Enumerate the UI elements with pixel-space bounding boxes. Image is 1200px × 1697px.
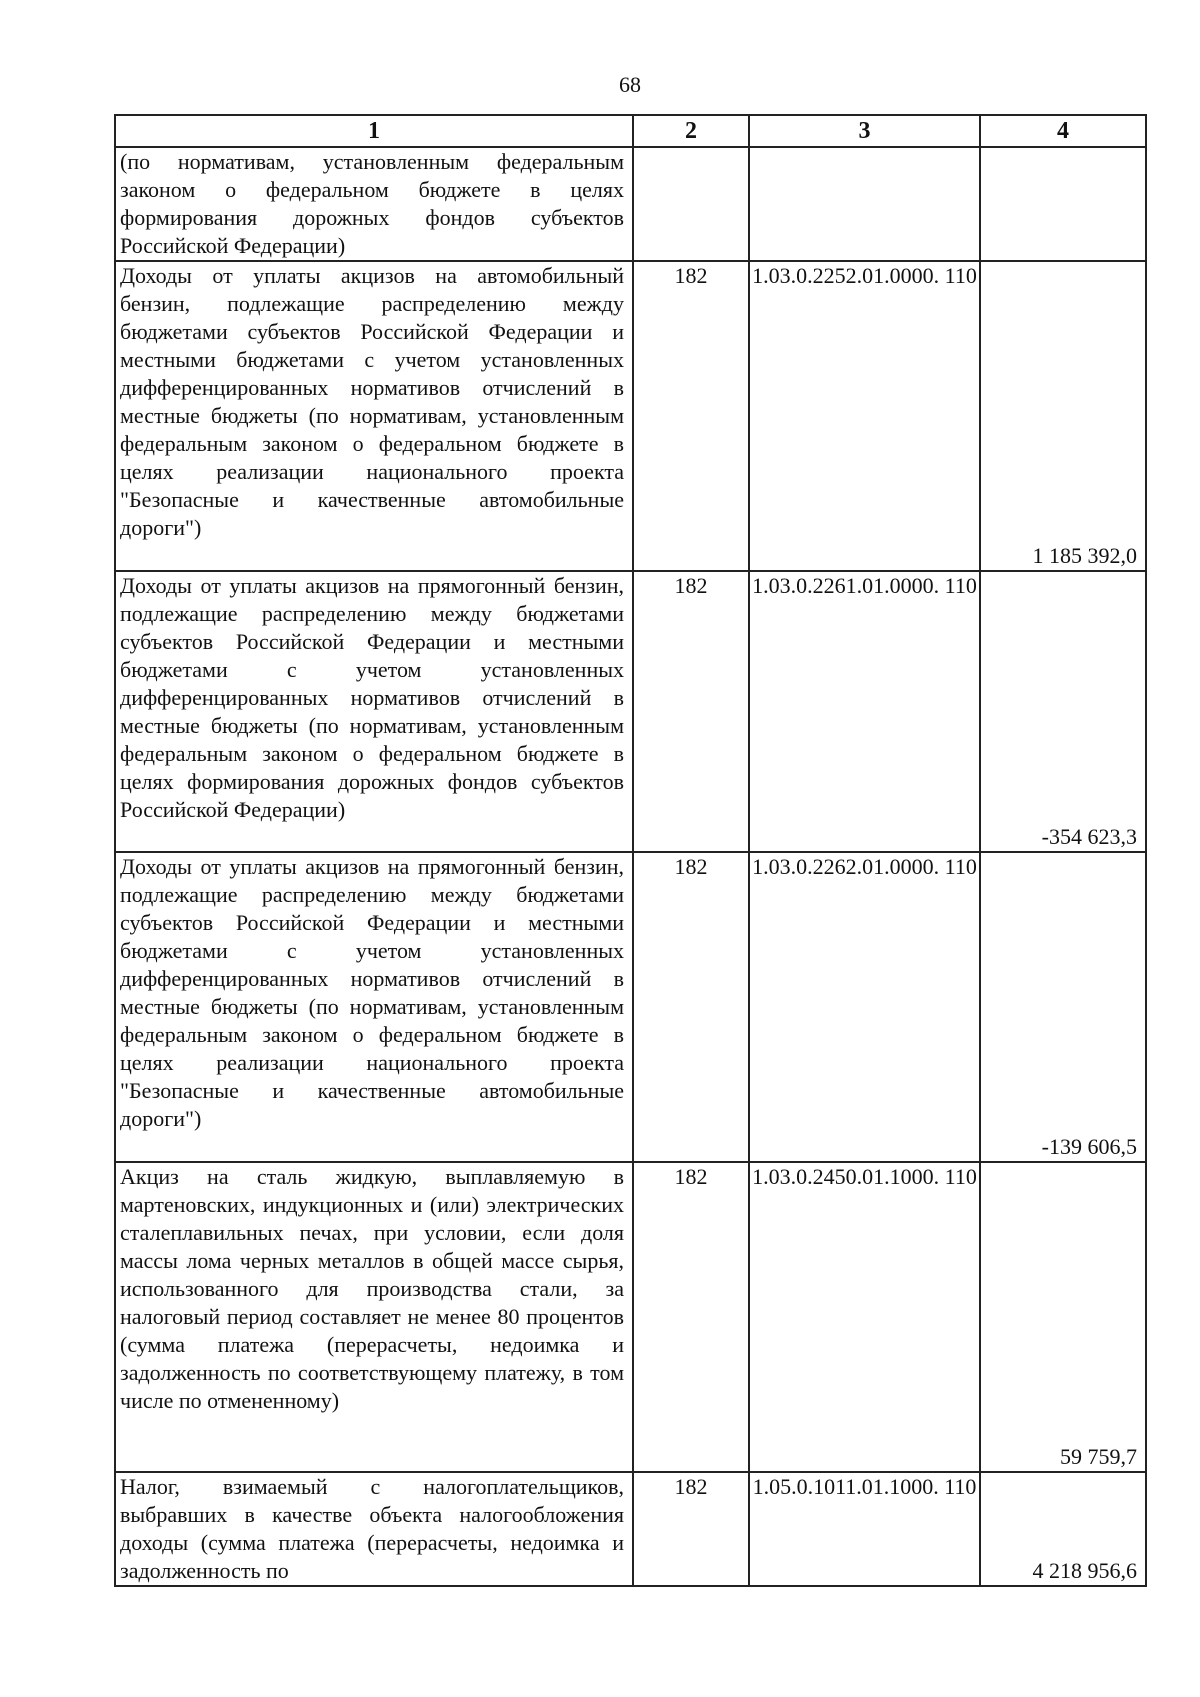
row-name-cell: Доходы от уплаты акцизов на автомобильный бензин, подлежащие распределению между бюджетами субъектов Российской Федерации и местными бюджетами с учетом установленных дифференцированных нормативов отчислений в местные бюджеты (по нормативам, установленным федеральным законом о федеральном бюджете в целях реализации национального проекта "Безопасные и качественные автомобильные дороги") — [115, 261, 633, 571]
table-row — [115, 147, 1146, 261]
row-admin-cell: 182 — [633, 852, 749, 1162]
table-row — [115, 261, 1146, 571]
row-admin-cell — [633, 147, 749, 261]
row-code-cell: 1.05.0.1011.01.1000. 110 — [749, 1472, 980, 1586]
row-code-cell: 1.03.0.2262.01.0000. 110 — [749, 852, 980, 1162]
row-code-cell: 1.03.0.2252.01.0000. 110 — [749, 261, 980, 571]
table-row — [115, 1472, 1146, 1586]
header-col-4: 4 — [980, 115, 1146, 147]
table-row — [115, 571, 1146, 852]
row-name-cell: (по нормативам, установленным федеральным законом о федеральном бюджете в целях формирования дорожных фондов субъектов Российской Федерации) — [115, 147, 633, 261]
row-admin-cell: 182 — [633, 571, 749, 852]
row-code-cell: 1.03.0.2261.01.0000. 110 — [749, 571, 980, 852]
row-admin-cell: 182 — [633, 1162, 749, 1472]
header-col-1: 1 — [115, 115, 633, 147]
page-number: 68 — [619, 72, 641, 97]
table-row — [115, 1162, 1146, 1472]
row-amount-cell: -354 623,3 — [980, 571, 1146, 852]
row-name-cell: Доходы от уплаты акцизов на прямогонный бензин, подлежащие распределению между бюджетами субъектов Российской Федерации и местными бюджетами с учетом установленных дифференцированных нормативов отчислений в местные бюджеты (по нормативам, установленным федеральным законом о федеральном бюджете в целях формирования дорожных фондов субъектов Российской Федерации) — [115, 571, 633, 852]
row-amount-cell: 59 759,7 — [980, 1162, 1146, 1472]
row-code-cell — [749, 147, 980, 261]
revenue-table — [114, 114, 1147, 1587]
row-amount-cell: -139 606,5 — [980, 852, 1146, 1162]
table-header-row — [115, 115, 1146, 147]
row-amount-cell: 4 218 956,6 — [980, 1472, 1146, 1586]
row-code-cell: 1.03.0.2450.01.1000. 110 — [749, 1162, 980, 1472]
row-amount-cell — [980, 147, 1146, 261]
row-amount-cell: 1 185 392,0 — [980, 261, 1146, 571]
table-row — [115, 852, 1146, 1162]
row-admin-cell: 182 — [633, 261, 749, 571]
header-col-3: 3 — [749, 115, 980, 147]
row-name-cell: Налог, взимаемый с налогоплательщиков, выбравших в качестве объекта налогообложения доходы (сумма платежа (перерасчеты, недоимка и задолженность по — [115, 1472, 633, 1586]
row-name-cell: Доходы от уплаты акцизов на прямогонный бензин, подлежащие распределению между бюджетами субъектов Российской Федерации и местными бюджетами с учетом установленных дифференцированных нормативов отчислений в местные бюджеты (по нормативам, установленным федеральным законом о федеральном бюджете в целях реализации национального проекта "Безопасные и качественные автомобильные дороги") — [115, 852, 633, 1162]
header-col-2: 2 — [633, 115, 749, 147]
row-admin-cell: 182 — [633, 1472, 749, 1586]
row-name-cell: Акциз на сталь жидкую, выплавляемую в мартеновских, индукционных и (или) электрических сталеплавильных печах, при условии, если доля массы лома черных металлов в общей массе сырья, использованного для производства стали, за налоговый период составляет не менее 80 процентов (сумма платежа (перерасчеты, недоимка и задолженность по соответствующему платежу, в том числе по отмененному) — [115, 1162, 633, 1472]
